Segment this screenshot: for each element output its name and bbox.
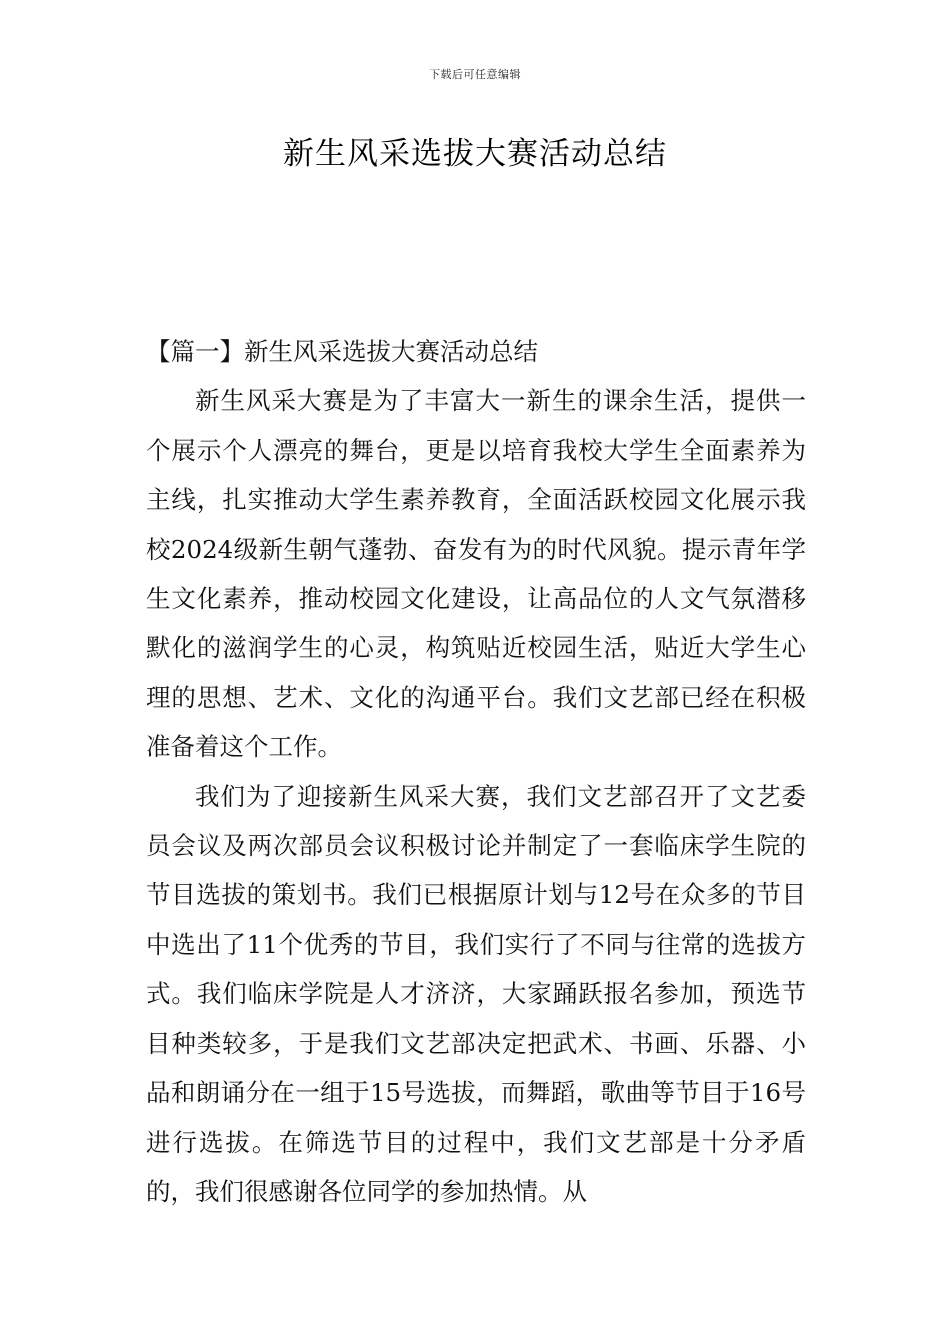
- body-paragraph: 新生风采大赛是为了丰富大一新生的课余生活，提供一个展示个人漂亮的舞台，更是以培育我校大学生全面素养为主线，扎实推动大学生素养教育，全面活跃校园文化展示我校2024级新生朝气蓬勃、奋发有为的时代风貌。提示青年学生文化素养，推动校园文化建设，让高品位的人文气氛潜移默化的滋润学生的心灵，构筑贴近校园生活，贴近大学生心理的思想、艺术、文化的沟通平台。我们文艺部已经在积极准备着这个工作。: [146, 386, 806, 762]
- document-body: [146, 327, 806, 1216]
- section-heading: 【篇一】新生风采选拔大赛活动总结: [146, 337, 538, 366]
- document-title: 新生风采选拔大赛活动总结: [283, 136, 667, 172]
- body-paragraph: 我们为了迎接新生风采大赛，我们文艺部召开了文艺委员会议及两次部员会议积极讨论并制定了一套临床学生院的节目选拔的策划书。我们已根据原计划与12号在众多的节目中选出了11个优秀的节目，我们实行了不同与往常的选拔方式。我们临床学院是人才济济，大家踊跃报名参加，预选节目种类较多，于是我们文艺部决定把武术、书画、乐器、小品和朗诵分在一组于15号选拔，而舞蹈，歌曲等节目于16号进行选拔。在筛选节目的过程中，我们文艺部是十分矛盾的，我们很感谢各位同学的参加热情。从: [146, 781, 806, 1206]
- header-note: 下载后可任意编辑: [429, 68, 521, 81]
